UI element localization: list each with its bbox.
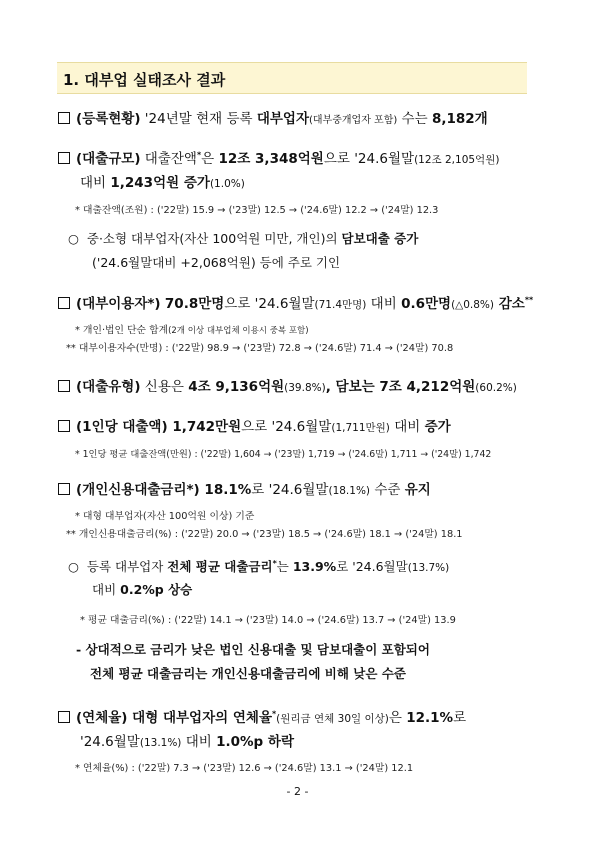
text: * 개인·법인 단순 합계 bbox=[75, 325, 169, 336]
text: 대출잔액 bbox=[140, 151, 197, 167]
section-label: (등록현황) bbox=[76, 111, 141, 127]
section-loan-size bbox=[58, 147, 499, 167]
text-small: (1,711만원) bbox=[331, 422, 390, 434]
text-small: (13.1%) bbox=[139, 737, 182, 749]
text: 는 bbox=[276, 559, 293, 574]
footnote-mark: * bbox=[196, 150, 202, 160]
section-label: (대부이용자*) bbox=[76, 296, 161, 312]
text-bold: 연체율 bbox=[232, 710, 272, 726]
text: 대비 bbox=[80, 175, 111, 191]
text-small: (1.0%) bbox=[209, 178, 245, 190]
circle-bullet-icon: ○ bbox=[68, 231, 79, 246]
per-capita-loan: 1,742만원 bbox=[167, 419, 242, 435]
text: 수준 bbox=[370, 482, 405, 498]
text-bold: 감소 bbox=[494, 296, 525, 312]
text-bold: 증가 bbox=[424, 419, 451, 435]
credit-loans: 4조 9,136억원 bbox=[188, 379, 285, 395]
dash-point-line2: 전체 평균 대출금리는 개인신용대출금리에 비해 낮은 수준 bbox=[90, 666, 406, 681]
circle-point-avg-rate-line2 bbox=[92, 580, 192, 598]
loan-balance: 12조 3,348억원 bbox=[218, 151, 324, 167]
checkbox-square-icon bbox=[58, 711, 70, 723]
note-rate-3: * 평균 대출금리(%) : ('22말) 14.1 → ('23말) 14.0 → ('24.6말) 13.7 → ('24말) 13.9 bbox=[80, 615, 456, 626]
text: 으로 '24.6월말 bbox=[241, 419, 332, 435]
checkbox-square-icon bbox=[58, 420, 70, 432]
circle-point-line2: ('24.6월말대비 +2,068억원) 등에 주로 기인 bbox=[92, 255, 341, 270]
note-rate-1: * 대형 대부업자(자산 100억원 이상) 기준 bbox=[75, 511, 255, 522]
delinquency-rate: 12.1% bbox=[406, 710, 454, 726]
text: 으로 '24.6월말 bbox=[323, 151, 415, 167]
text-bold: 1,243억원 증가 bbox=[110, 175, 210, 191]
section-registration bbox=[58, 107, 488, 127]
checkbox-square-icon bbox=[58, 112, 70, 124]
text: 로 bbox=[453, 710, 467, 726]
text: 수는 bbox=[397, 111, 432, 127]
section-label: (1인당 대출액) bbox=[76, 419, 168, 435]
section-title: 1. 대부업 실태조사 결과 bbox=[63, 71, 226, 89]
note-rate-2: ** 개인신용대출금리(%) : ('22말) 20.0 → ('23말) 18.5 → ('24.6말) 18.1 → ('24말) 18.1 bbox=[66, 529, 463, 540]
text-bold: 1.0%p 하락 bbox=[216, 734, 294, 750]
dash-point-line1: - 상대적으로 금리가 낮은 법인 신용대출 및 담보대출이 포함되어 bbox=[76, 642, 430, 657]
text-bold: 전체 평균 대출금리 bbox=[167, 559, 273, 574]
text-bold: 0.6만명 bbox=[401, 296, 452, 312]
section-borrowers bbox=[58, 292, 533, 312]
text-small: (대부중개업자 포함) bbox=[309, 115, 398, 126]
text-bold: , 담보는 bbox=[325, 379, 380, 395]
section-credit-rate bbox=[58, 478, 431, 498]
section-loan-size-line2 bbox=[80, 171, 245, 191]
text-small: (18.1%) bbox=[328, 485, 371, 497]
page-number: - 2 - bbox=[286, 785, 309, 798]
checkbox-square-icon bbox=[58, 152, 70, 164]
section-delinquency-line2 bbox=[80, 730, 294, 750]
footnote-mark: ** bbox=[524, 295, 534, 305]
text: 대비 bbox=[366, 296, 402, 312]
text-bold: 대부업자 bbox=[256, 111, 309, 127]
text: 등록 대부업자 bbox=[86, 559, 168, 574]
text-small: (2개 이상 대부업체 이용시 중복 포함) bbox=[168, 326, 309, 336]
text: 은 bbox=[388, 710, 407, 726]
text-small: (원리금 연체 30일 이상) bbox=[276, 713, 389, 725]
footnote-mark: * bbox=[271, 709, 277, 719]
avg-rate: 13.9% bbox=[292, 559, 337, 574]
text: 대비 bbox=[389, 419, 425, 435]
text-bold: 대형 대부업자의 bbox=[127, 710, 233, 726]
text-bold: 담보대출 증가 bbox=[341, 231, 419, 246]
section-delinquency bbox=[58, 706, 466, 726]
section-loan-type bbox=[58, 375, 517, 395]
lender-count: 8,182개 bbox=[431, 111, 488, 127]
text: 중·소형 대부업자(자산 100억원 미만, 개인)의 bbox=[86, 231, 342, 246]
text-small: (39.8%) bbox=[284, 382, 326, 394]
text-small: (71.4만명) bbox=[314, 299, 367, 311]
checkbox-square-icon bbox=[58, 297, 70, 309]
text: '24년말 현재 등록 bbox=[140, 111, 257, 127]
text-small: (13.7%) bbox=[407, 562, 450, 574]
section-label: (개인신용대출금리*) bbox=[76, 482, 200, 498]
section-per-capita bbox=[58, 415, 451, 435]
text-bold: 0.2%p 상승 bbox=[120, 582, 193, 597]
text: '24.6월말 bbox=[80, 734, 140, 750]
credit-rate: 18.1% bbox=[199, 482, 252, 498]
text-small: (60.2%) bbox=[475, 382, 517, 394]
text: 으로 '24.6월말 bbox=[224, 296, 315, 312]
text-bold: 유지 bbox=[404, 482, 431, 498]
checkbox-square-icon bbox=[58, 380, 70, 392]
section-label: (대출유형) bbox=[76, 379, 141, 395]
note-borrowers-2: ** 대부이용자수(만명) : ('22말) 98.9 → ('23말) 72.8 → ('24.6말) 71.4 → ('24말) 70.8 bbox=[66, 343, 454, 354]
text: 로 '24.6월말 bbox=[336, 559, 408, 574]
note-per-capita: * 1인당 평균 대출잔액(만원) : ('22말) 1,604 → ('23말) 1,719 → ('24.6말) 1,711 → ('24말) 1,742 bbox=[75, 449, 492, 460]
text: 신용은 bbox=[140, 379, 189, 395]
text: 은 bbox=[201, 151, 219, 167]
checkbox-square-icon bbox=[58, 483, 70, 495]
borrower-count: 70.8만명 bbox=[164, 296, 225, 312]
text-small: (△0.8%) bbox=[451, 299, 495, 311]
text-small: (12조 2,105억원) bbox=[414, 154, 500, 166]
section-label: (연체율) bbox=[76, 710, 128, 726]
circle-point-collateral bbox=[68, 229, 418, 247]
note-loan-balance: * 대출잔액(조원) : ('22말) 15.9 → ('23말) 12.5 → ('24.6말) 12.2 → ('24말) 12.3 bbox=[75, 205, 439, 216]
section-title-bar bbox=[57, 62, 527, 94]
circle-point-avg-rate bbox=[68, 557, 449, 575]
circle-bullet-icon: ○ bbox=[68, 559, 79, 574]
text: 로 '24.6월말 bbox=[251, 482, 329, 498]
footnote-mark: * bbox=[272, 558, 277, 568]
collateral-loans: 7조 4,212억원 bbox=[379, 379, 476, 395]
section-label: (대출규모) bbox=[76, 151, 141, 167]
note-borrowers-1 bbox=[75, 322, 309, 336]
text: 대비 bbox=[181, 734, 217, 750]
text: 대비 bbox=[92, 582, 121, 597]
note-delinquency: * 연체율(%) : ('22말) 7.3 → ('23말) 12.6 → ('24.6말) 13.1 → ('24말) 12.1 bbox=[75, 763, 414, 774]
